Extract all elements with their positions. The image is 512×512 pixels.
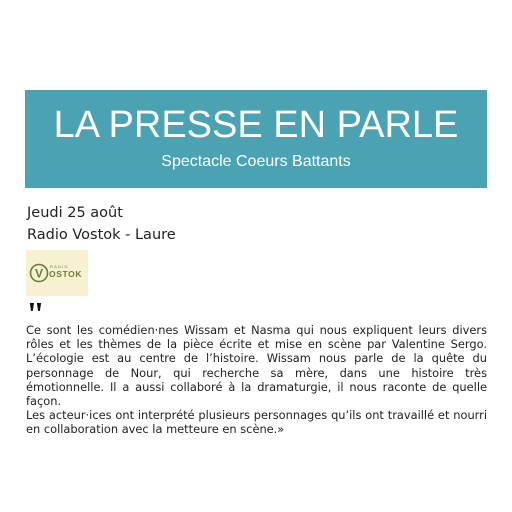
radio-vostok-logo-icon bbox=[26, 250, 88, 296]
svg-text:V: V bbox=[34, 266, 44, 281]
quote-paragraph: Ce sont les comédien·nes Wissam et Nasma qui nous expliquent leurs divers rôles et les thèmes de la pièce écrite et mise en scène par Valentine Sergo. L’écologie est au centre de l’histoire. Wissam nous parle de la quête du personnage de Nour, qui recherche sa mère, dans une histoire très émotionnelle. Il a aussi collaboré à la dramaturgie, il nous raconte de quelle façon. bbox=[26, 323, 487, 409]
article-meta bbox=[27, 202, 176, 246]
quote-mark-icon: " bbox=[26, 296, 45, 333]
banner-title: LA PRESSE EN PARLE bbox=[53, 104, 459, 146]
article-source: Radio Vostok - Laure bbox=[27, 227, 176, 243]
banner-subtitle: Spectacle Coeurs Battants bbox=[161, 153, 351, 170]
article-date: Jeudi 25 août bbox=[27, 205, 123, 221]
quote-paragraph: Les acteur·ices ont interprété plusieurs personnages qu’ils ont travaillé et nourri en collaboration avec la metteure en scène.» bbox=[26, 408, 487, 437]
svg-text:OSTOK: OSTOK bbox=[49, 269, 83, 279]
header-banner bbox=[25, 90, 487, 188]
svg-text:RADIO: RADIO bbox=[50, 264, 69, 269]
quote-body bbox=[26, 323, 487, 437]
